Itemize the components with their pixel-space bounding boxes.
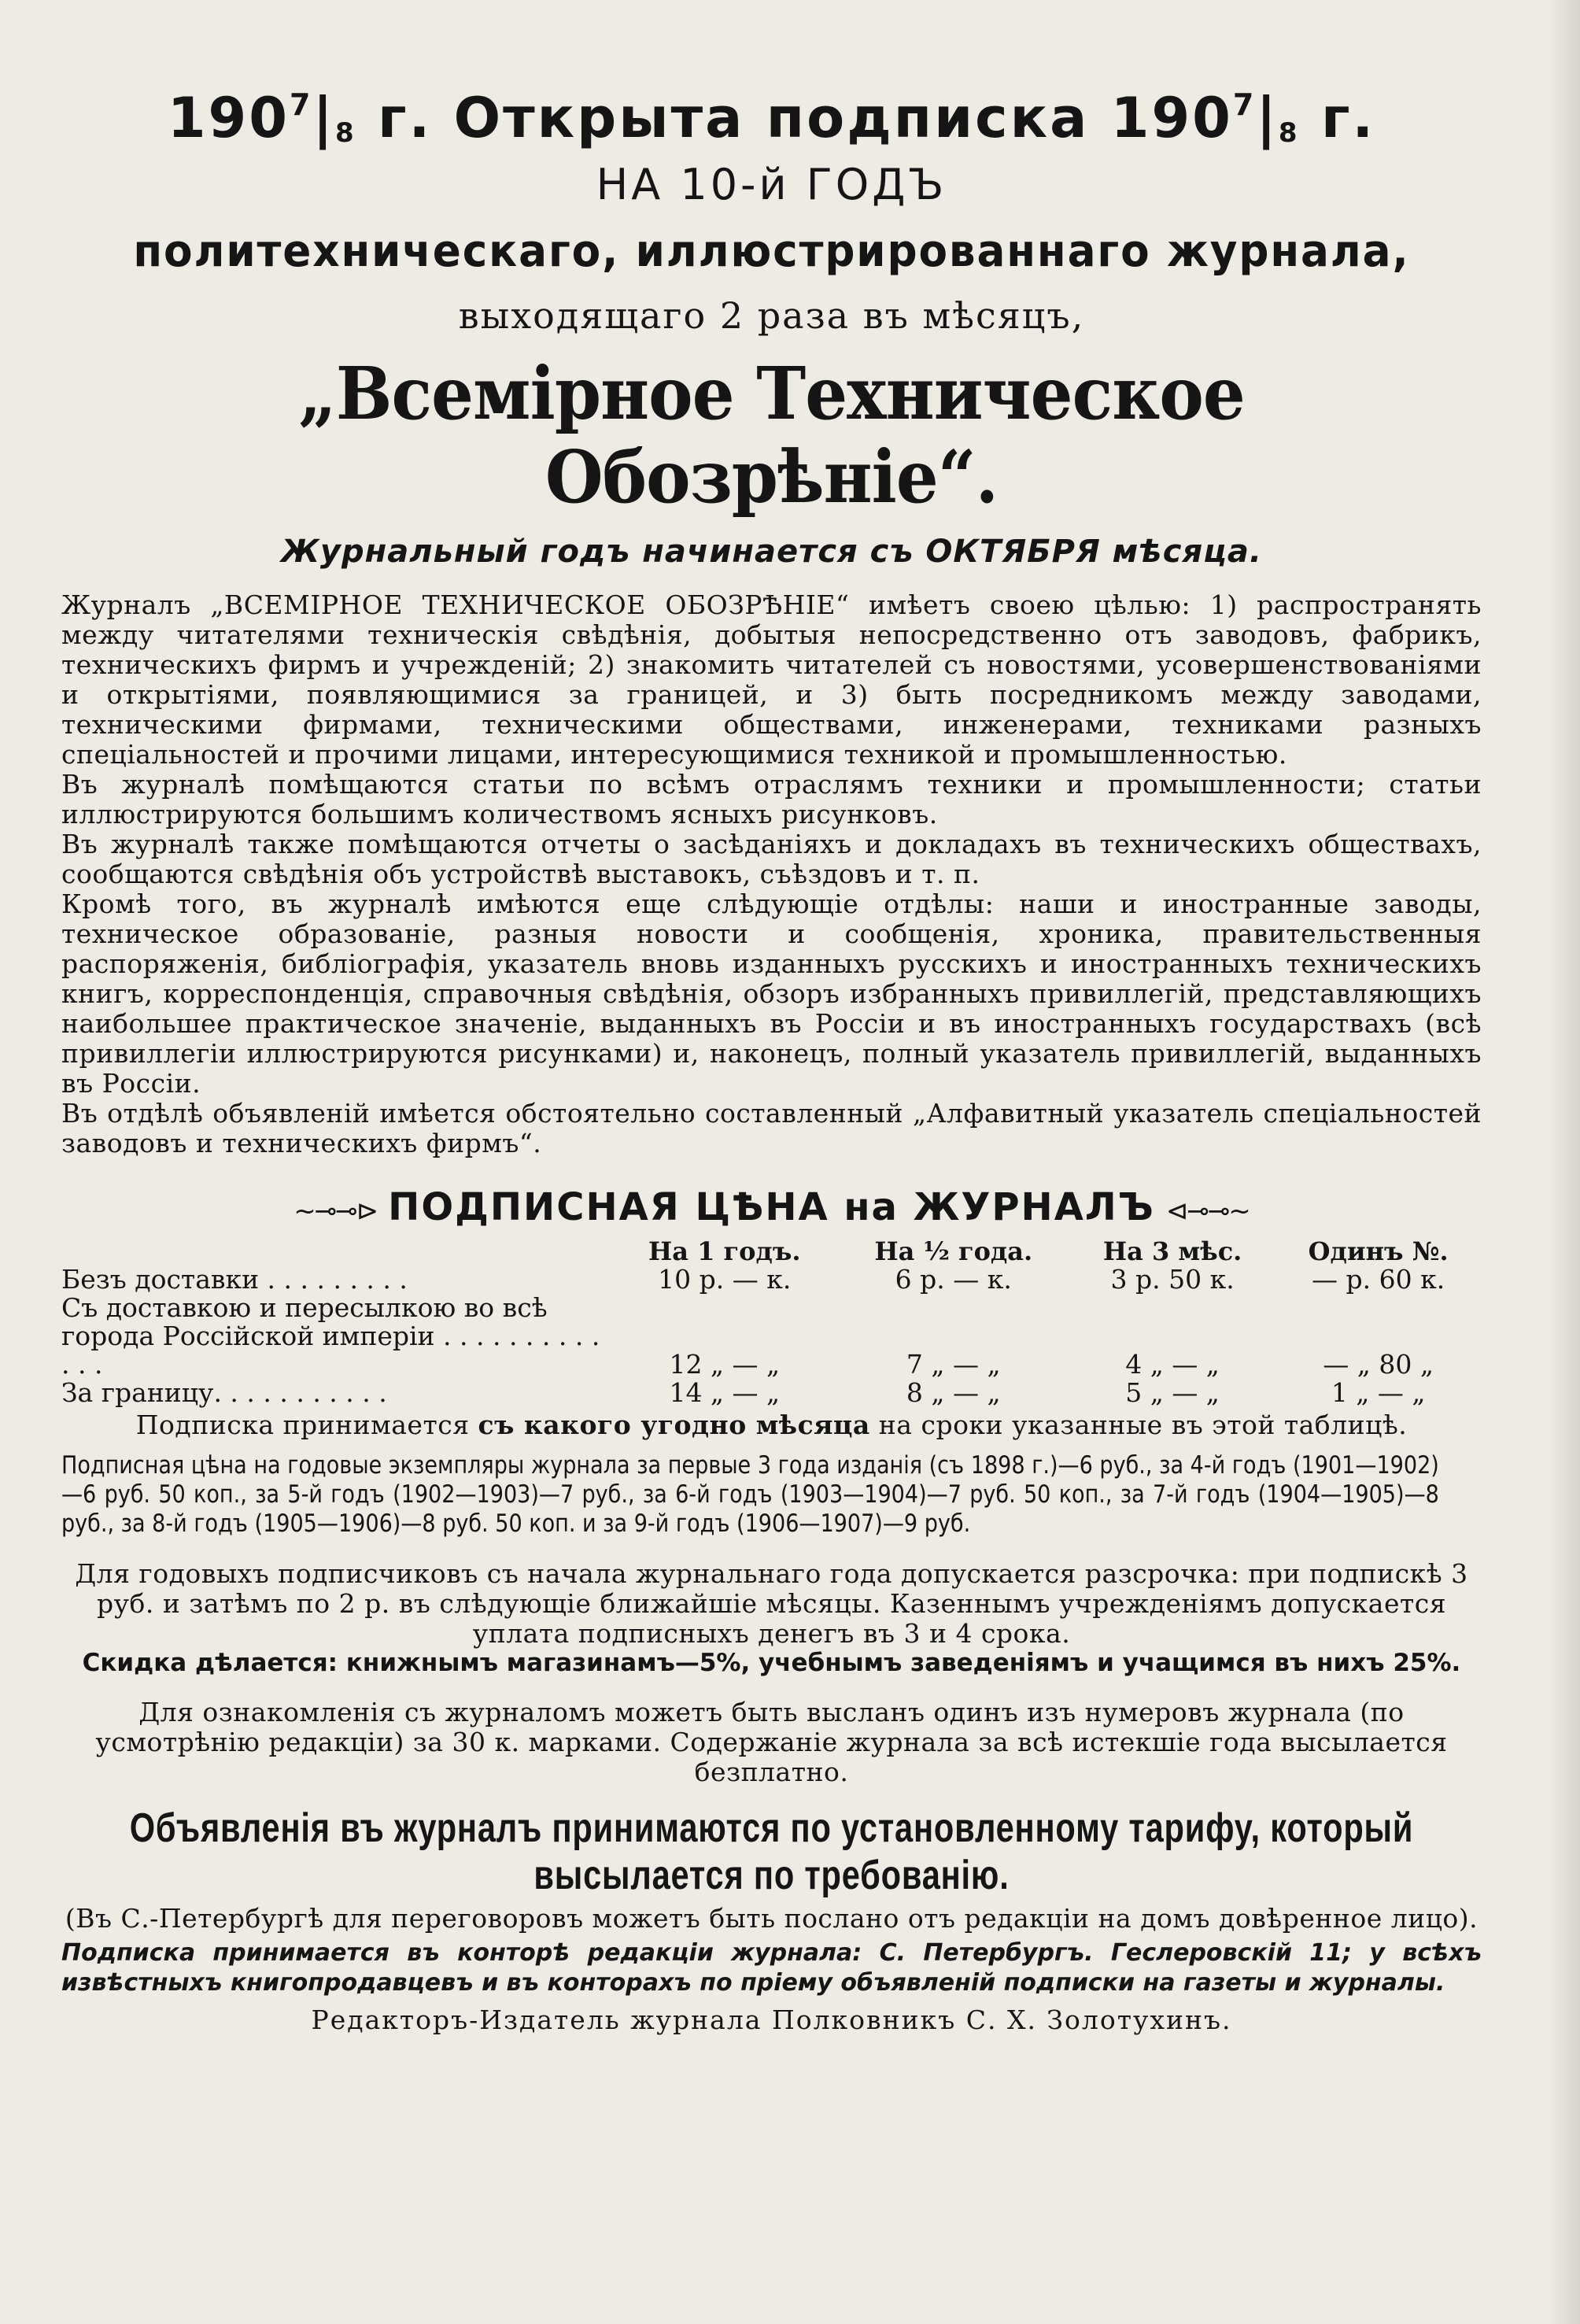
editor-publisher: Редакторъ-Издатель журнала Полковникъ С. Х. Золотухинъ. [311, 2004, 1232, 2035]
ornament-left-icon: ~⊸⊸⊳ [293, 1195, 378, 1227]
subscription-terms [61, 1410, 1482, 1440]
discount-note: Скидка дѣлается: книжнымъ магазинамъ—5%, учебнымъ заведеніямъ и учащимся въ нихъ 25%. [82, 1648, 1461, 1677]
year-suffix: г. [1299, 86, 1376, 150]
price-table-header [61, 1237, 1482, 1265]
price-heading [61, 1185, 1482, 1229]
ornament-right-icon: ⊲⊸⊸~ [1165, 1195, 1250, 1227]
price-cell: 1 „ — „ [1331, 1376, 1426, 1408]
price-cell: 10 р. — к. [658, 1263, 792, 1295]
price-cell: — р. 60 к. [1312, 1263, 1445, 1295]
price-table [61, 1237, 1482, 1407]
price-heading-text: ПОДПИСНАЯ ЦѢНА на ЖУРНАЛЪ [388, 1184, 1155, 1229]
intro-paragraph: Въ отдѣлѣ объявленій имѣется обстоятельно составленный „Алфавитный указатель спеціальностей заводовъ и техническихъ фирмъ“. [61, 1097, 1482, 1158]
price-cell: 3 р. 50 к. [1110, 1263, 1235, 1295]
intro-paragraph: Кромѣ того, въ журналѣ имѣются еще слѣдующіе отдѣлы: наши и иностранные заводы, техническое образованіе, разныя новости и сообщенія, хроника, правительственныя распоряженія, библіографія, указатель вновь изданныхъ русскихъ и иностранныхъ техническихъ книгъ, корреспонденція, справочныя свѣдѣнія, обзоръ избранныхъ привиллегій, представляющихъ наибольшее практическое значеніе, выданныхъ въ Россіи и въ иностранныхъ государствахъ (всѣ привиллегіи иллюстрируются рисунками) и, наконецъ, полный указатель привиллегій, выданныхъ въ Россіи. [61, 888, 1482, 1099]
frequency-line: выходящаго 2 раза въ мѣсяцъ, [458, 294, 1085, 338]
annual-copies-prices: Подписная цѣна на годовые экземпляры журнала за первые 3 года изданія (съ 1898 г.)—6 руб., за 4-й годъ (1901—1902)—6 руб. 50 коп., за 5-й годъ (1902—1903)—7 руб., за 6-й годъ (1903—1904)—7 руб. 50 коп., за 7-й годъ (1904—1905)—8 руб., за 8-й годъ (1905—1906)—8 руб. 50 коп. и за 9-й годъ (1906—1907)—9 руб. [61, 1450, 1439, 1538]
price-cell: 14 „ — „ [669, 1376, 781, 1408]
table-corner [61, 1237, 612, 1265]
terms-text: Подписка принимается [135, 1409, 478, 1440]
column-header: Одинъ №. [1308, 1236, 1449, 1266]
price-cell: 8 „ — „ [906, 1376, 1001, 1408]
petersburg-note: (Въ С.-Петербургѣ для переговоровъ можетъ быть послано отъ редакціи на домъ довѣренное лицо). [65, 1902, 1478, 1934]
price-cell: 6 р. — к. [895, 1263, 1012, 1295]
intro-paragraph: Въ журналѣ также помѣщаются отчеты о засѣданіяхъ и докладахъ въ техническихъ обществахъ, сообщаются свѣдѣнія объ устройствѣ выставокъ, съѣздовъ и т. п. [61, 828, 1482, 889]
intro-text [61, 590, 1482, 1158]
journal-description: политехническаго, иллюстрированнаго журнала, [133, 225, 1410, 277]
price-cell: 5 „ — „ [1125, 1376, 1220, 1408]
year-left: $190^7|_8$ [167, 86, 356, 150]
row-label: Съ доставкою и пересылкою во всѣ города Россійской имперіи . . . . . . . . . . . . . [61, 1291, 600, 1380]
table-row [61, 1294, 1482, 1379]
table-row [61, 1265, 1482, 1294]
journal-year-note: Журнальный годъ начинается съ ОКТЯБРЯ мѣсяца. [280, 533, 1263, 570]
column-header: На ½ года. [874, 1236, 1033, 1266]
subscription-offices: Подписка принимается въ конторѣ редакціи журнала: С. Петербургъ. Геслеровскій 11; у всѣхъ извѣстныхъ книгопродавцевъ и въ конторахъ по пріему объявленій подписки на газеты и журналы. [61, 1938, 1482, 1997]
journal-title: „Всемірное Техническое Обозрѣніе“. [298, 351, 1245, 520]
tenth-year-line: НА 10-й ГОДЪ [596, 159, 947, 209]
price-cell: — „ 80 „ [1323, 1348, 1434, 1380]
column-header: На 3 мѣс. [1102, 1236, 1242, 1266]
price-cell: 7 „ — „ [906, 1348, 1001, 1380]
price-cell: 12 „ — „ [669, 1348, 781, 1380]
column-header: На 1 годъ. [648, 1236, 801, 1266]
intro-paragraph: Журналъ „ВСЕМІРНОЕ ТЕХНИЧЕСКОЕ ОБОЗРѢНІЕ“ имѣетъ своею цѣлью: 1) распространять между читателями техническія свѣдѣнія, добытыя непосредственно отъ заводовъ, фабрикъ, техническихъ фирмъ и учрежденій; 2) знакомить читателей съ новостями, усовершенствованіями и открытіями, появляющимися за границей, и 3) быть посредникомъ между заводами, техническими фирмами, техническими обществами, инженерами, техниками разныхъ спеціальностей и прочими лицами, интересующимися техникой и промышленностью. [61, 589, 1482, 770]
row-label: За границу. . . . . . . . . . . [61, 1376, 387, 1408]
subscription-header [61, 87, 1482, 150]
subscription-open-text: г. Открыта подписка [356, 86, 1111, 150]
advertising-notice: Объявленія въ журналъ принимаются по установленному тарифу, который высылается по требованію. [129, 1805, 1414, 1898]
terms-text-end: на сроки указанные въ этой таблицѣ. [869, 1409, 1408, 1440]
price-cell: 4 „ — „ [1125, 1348, 1220, 1380]
sample-issue-note: Для ознакомленія съ журналомъ можетъ быть высланъ одинъ изъ нумеровъ журнала (по усмотрѣнію редакціи) за 30 к. марками. Содержаніе журнала за всѣ истекшіе года высылается безплатно. [95, 1696, 1448, 1787]
terms-bold: съ какого угодно мѣсяца [478, 1409, 870, 1440]
table-row [61, 1379, 1482, 1407]
row-label: Безъ доставки . . . . . . . . . [61, 1263, 408, 1295]
year-right: $190^7|_8$ [1110, 86, 1300, 150]
installments-note: Для годовыхъ подписчиковъ съ начала журнальнаго года допускается разсрочка: при подпискѣ 3 руб. и затѣмъ по 2 р. въ слѣдующіе ближайшіе мѣсяцы. Казеннымъ учрежденіямъ допускается уплата подписныхъ денегъ въ 3 и 4 срока. [75, 1557, 1468, 1649]
intro-paragraph: Въ журналѣ помѣщаются статьи по всѣмъ отраслямъ техники и промышленности; статьи иллюстрируются большимъ количествомъ ясныхъ рисунковъ. [61, 768, 1482, 829]
